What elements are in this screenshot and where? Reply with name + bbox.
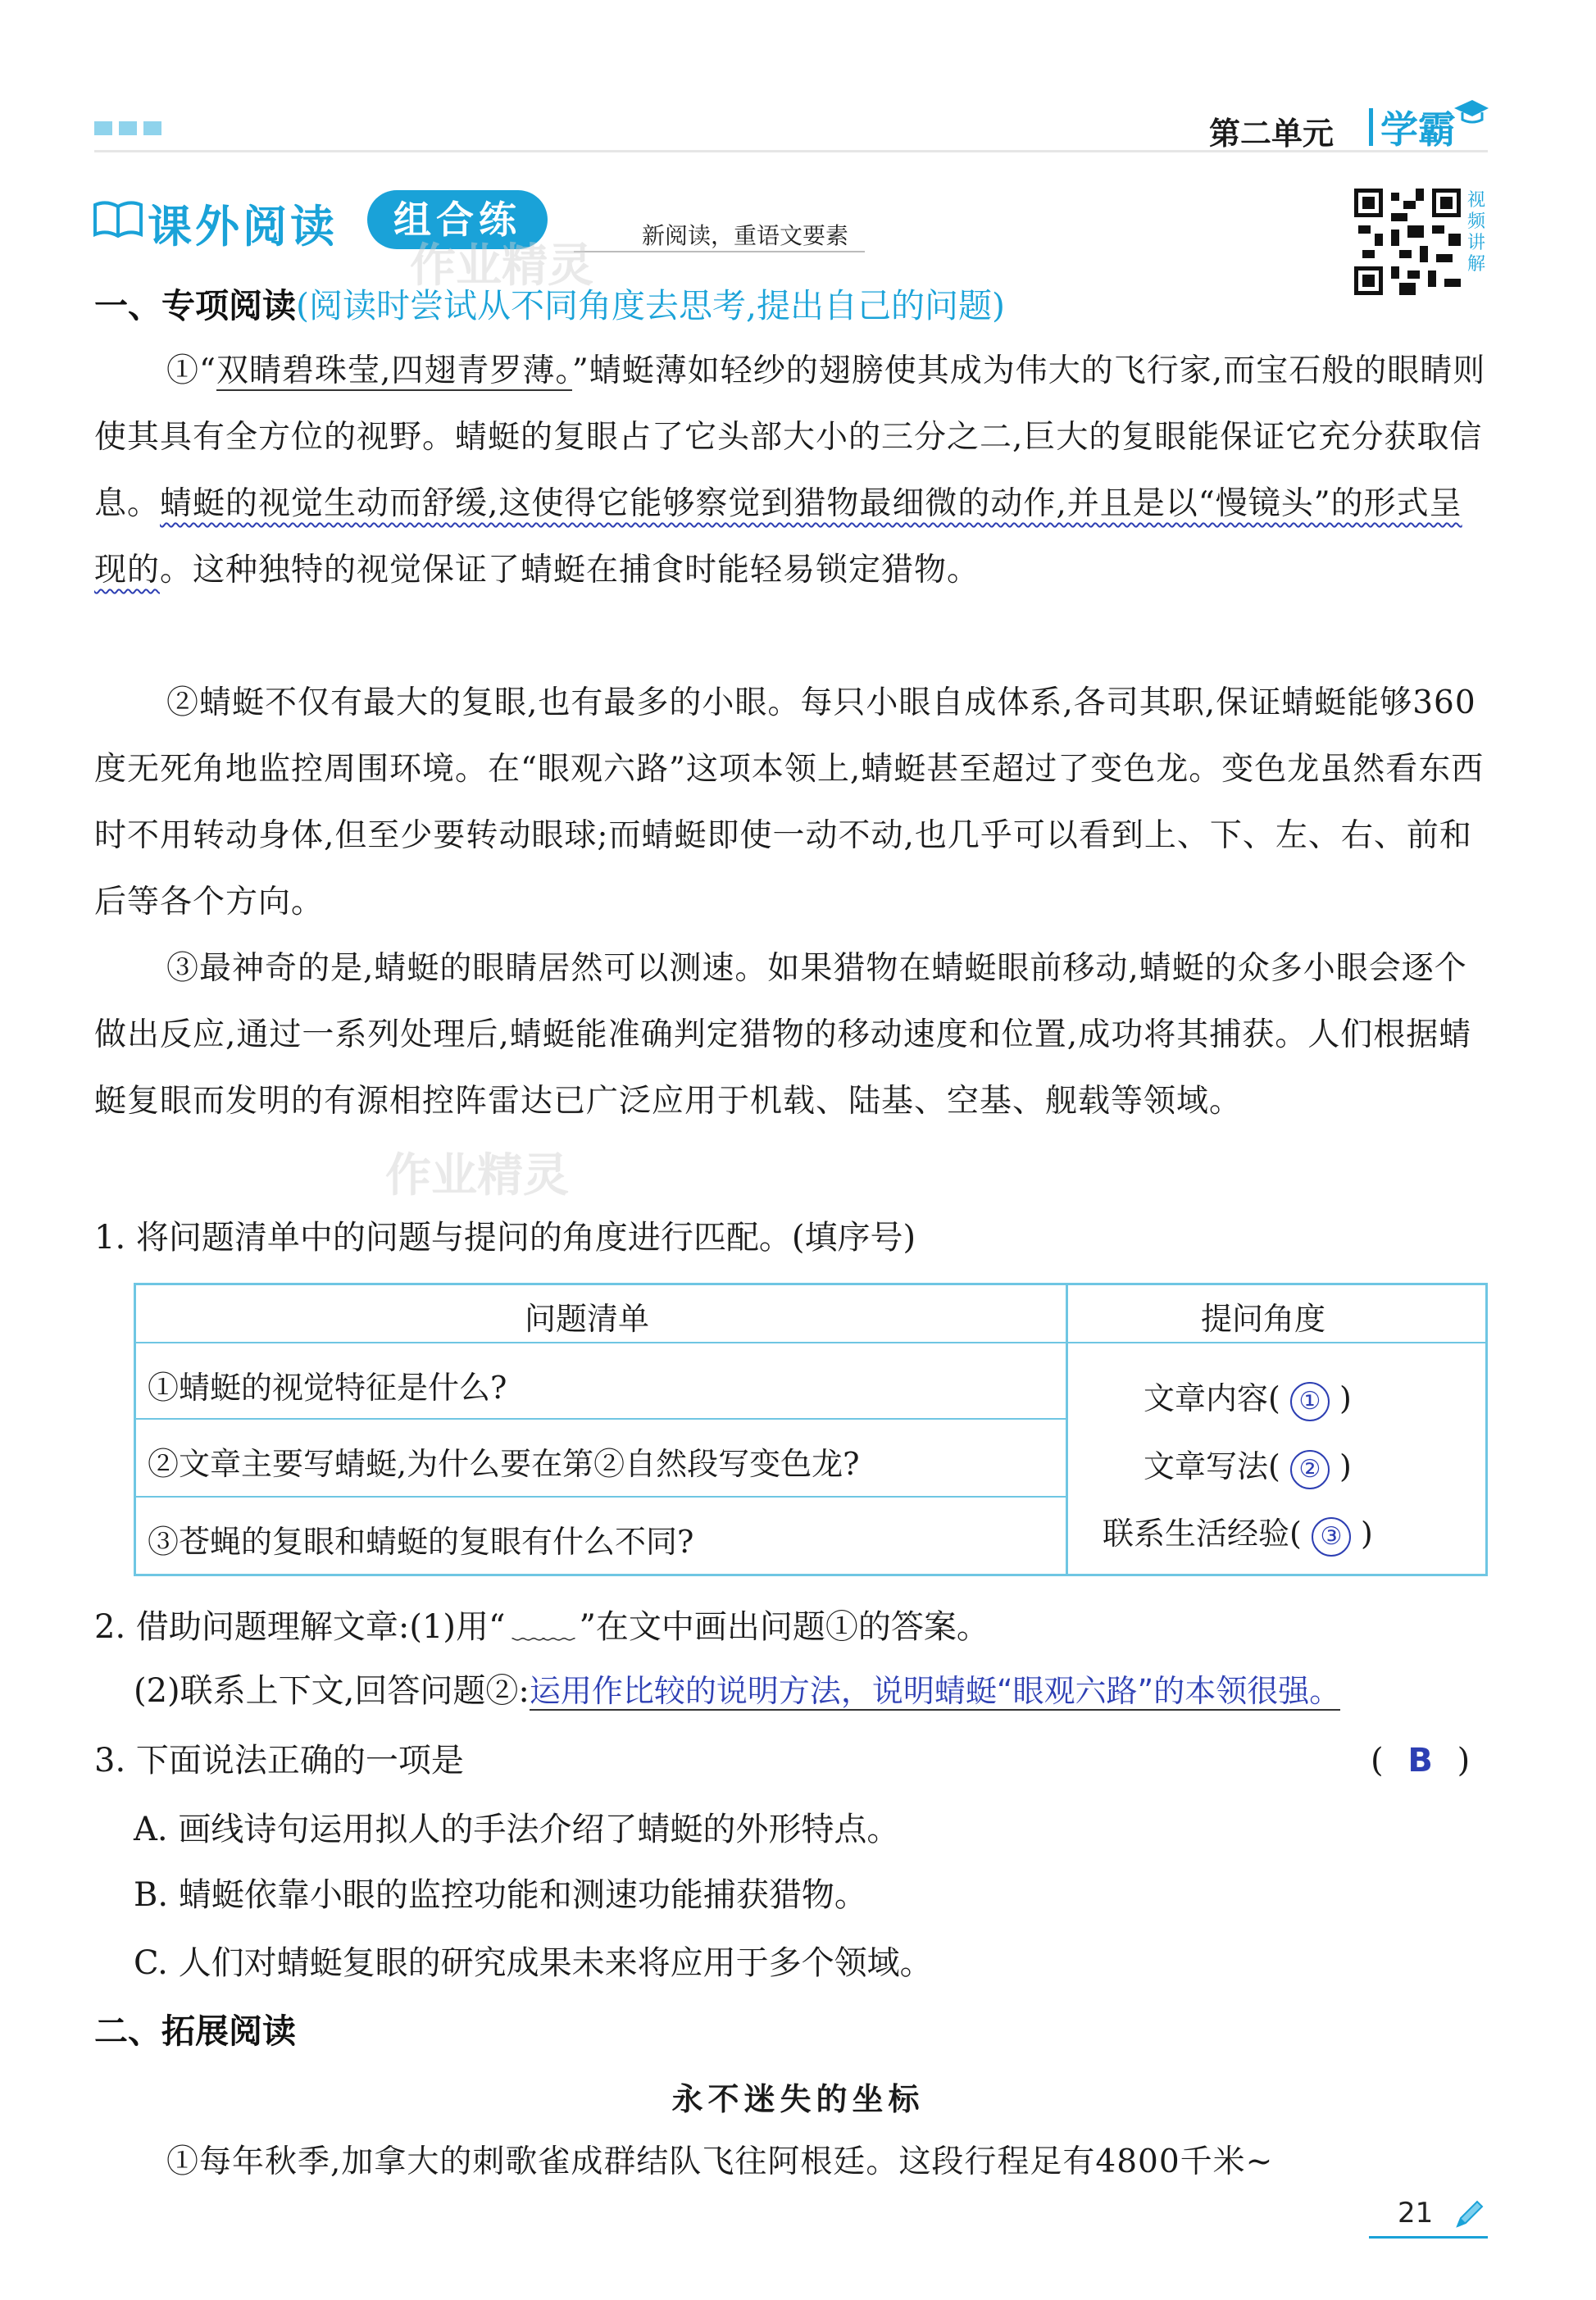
section1-title: 一、专项阅读 bbox=[94, 286, 296, 325]
pencil-icon bbox=[1451, 2197, 1487, 2233]
qr-code-icon[interactable] bbox=[1354, 189, 1461, 295]
passage-paragraph-3: ③最神奇的是,蜻蜓的眼睛居然可以测速。如果猎物在蜻蜓眼前移动,蜻蜓的众多小眼会逐个做出反应,通过一系列处理后,蜻蜓能准确判定猎物的移动速度和位置,成功将其捕获。人们根据蜻蜓复眼而发明的有源相控阵雷达已广泛应用于机载、陆基、空基、舰载等领域。 bbox=[94, 950, 1472, 1120]
banner-underline bbox=[574, 251, 865, 252]
section1-heading bbox=[94, 279, 1005, 327]
option-a: A. 画线诗句运用拟人的手法介绍了蜻蜓的外形特点。 bbox=[134, 1811, 900, 1848]
wavy-symbol: ﹏﹏ bbox=[512, 1608, 573, 1646]
angle-content: 文章内容( ① ) bbox=[1144, 1373, 1352, 1421]
section1-note: (阅读时尝试从不同角度去思考,提出自己的问题) bbox=[296, 286, 1006, 325]
header-decoration bbox=[94, 121, 168, 139]
angle-writing: 文章写法( ② ) bbox=[1144, 1441, 1352, 1489]
option-b: B. 蜻蜓依靠小眼的监控功能和测速功能捕获猎物。 bbox=[134, 1876, 867, 1914]
underlined-poem: 双睛碧珠莹,四翅青罗薄。 bbox=[216, 352, 572, 389]
wavy-answer: 蜻蜓的视觉生动而舒缓,这使得它能够察觉到猎物最细微的动作,并且是以“慢镜头”的形式呈现的 bbox=[94, 485, 1462, 589]
article-paragraph-1: ①每年秋季,加拿大的刺歌雀成群结队飞往阿根廷。这段行程足有4800千米~ bbox=[166, 2143, 1274, 2180]
page-number: 21 bbox=[1398, 2197, 1434, 2230]
question-2-line-2: (2)联系上下文,回答问题②:运用作比较的说明方法，说明蜻蜓“眼观六路”的本领很强。 bbox=[134, 1672, 1341, 1710]
page-rule bbox=[1369, 2236, 1488, 2239]
banner-badge: 组合练 bbox=[367, 190, 548, 249]
banner-subtitle: 新阅读，重语文要素 bbox=[642, 222, 849, 249]
question-1: 1. 将问题清单中的问题与提问的角度进行匹配。(填序号) bbox=[94, 1219, 916, 1257]
table-header-rule bbox=[134, 1342, 1488, 1343]
open-book-icon bbox=[92, 197, 144, 243]
table-row: ②文章主要写蜻蜓,为什么要在第②自然段写变色龙? bbox=[148, 1446, 860, 1482]
table-header-questions: 问题清单 bbox=[525, 1301, 650, 1337]
question-3-answer: ( B ) bbox=[1371, 1736, 1470, 1785]
table-row: ①蜻蜓的视觉特征是什么? bbox=[148, 1370, 507, 1406]
angle-life: 联系生活经验( ③ ) bbox=[1103, 1508, 1373, 1557]
table-divider bbox=[1066, 1283, 1068, 1576]
answer-mark: ① bbox=[1290, 1382, 1330, 1421]
answer-mark: B bbox=[1407, 1742, 1433, 1780]
brand-divider bbox=[1369, 108, 1373, 146]
watermark: 作业精灵 bbox=[410, 239, 593, 293]
article-title: 永不迷失的坐标 bbox=[671, 2080, 925, 2117]
section2-heading: 二、拓展阅读 bbox=[94, 2011, 296, 2051]
table-row: ③苍蝇的复眼和蜻蜓的复眼有什么不同? bbox=[148, 1524, 694, 1560]
passage-paragraph-2: ②蜻蜓不仅有最大的复眼,也有最多的小眼。每只小眼自成体系,各司其职,保证蜻蜓能够360度无死角地监控周围环境。在“眼观六路”这项本领上,蜻蜓甚至超过了变色龙。变色龙虽然看东西时不用转动身体,但至少要转动眼球;而蜻蜓即使一动不动,也几乎可以看到上、下、左、右、前和后等各个方向。 bbox=[94, 684, 1485, 920]
option-c: C. 人们对蜻蜓复眼的研究成果未来将应用于多个领域。 bbox=[134, 1944, 933, 1982]
question-3: 3. 下面说法正确的一项是 bbox=[94, 1742, 464, 1780]
table-row-rule bbox=[134, 1418, 1068, 1420]
unit-label: 第二单元 bbox=[1209, 116, 1335, 152]
answer-mark: ② bbox=[1290, 1450, 1330, 1489]
table-header-angles: 提问角度 bbox=[1201, 1301, 1326, 1337]
banner-title: 课外阅读 bbox=[148, 201, 338, 252]
table-row-rule bbox=[134, 1496, 1068, 1498]
graduation-cap-icon bbox=[1451, 97, 1490, 130]
brand-logo: 学霸 bbox=[1380, 107, 1456, 152]
question-2-line-1: 2. 借助问题理解文章:(1)用“ ﹏﹏ ”在文中画出问题①的答案。 bbox=[94, 1602, 989, 1652]
answer-mark: ③ bbox=[1312, 1517, 1351, 1557]
answer-text: 运用作比较的说明方法，说明蜻蜓“眼观六路”的本领很强。 bbox=[529, 1673, 1341, 1709]
watermark: 作业精灵 bbox=[385, 1149, 569, 1202]
qr-label: 视频讲解 bbox=[1467, 190, 1486, 275]
passage-paragraph-1: ①“双睛碧珠莹,四翅青罗薄。”蜻蜓薄如轻纱的翅膀使其成为伟大的飞行家,而宝石般的眼睛则使其具有全方位的视野。蜻蜓的复眼占了它头部大小的三分之二,巨大的复眼能保证它充分获取信息。蜻蜓的视觉生动而舒缓,这使得它能够察觉到猎物最细微的动作,并且是以“慢镜头”的形式呈现的。这种独特的视觉保证了蜻蜓在捕食时能轻易锁定猎物。 bbox=[94, 352, 1486, 589]
